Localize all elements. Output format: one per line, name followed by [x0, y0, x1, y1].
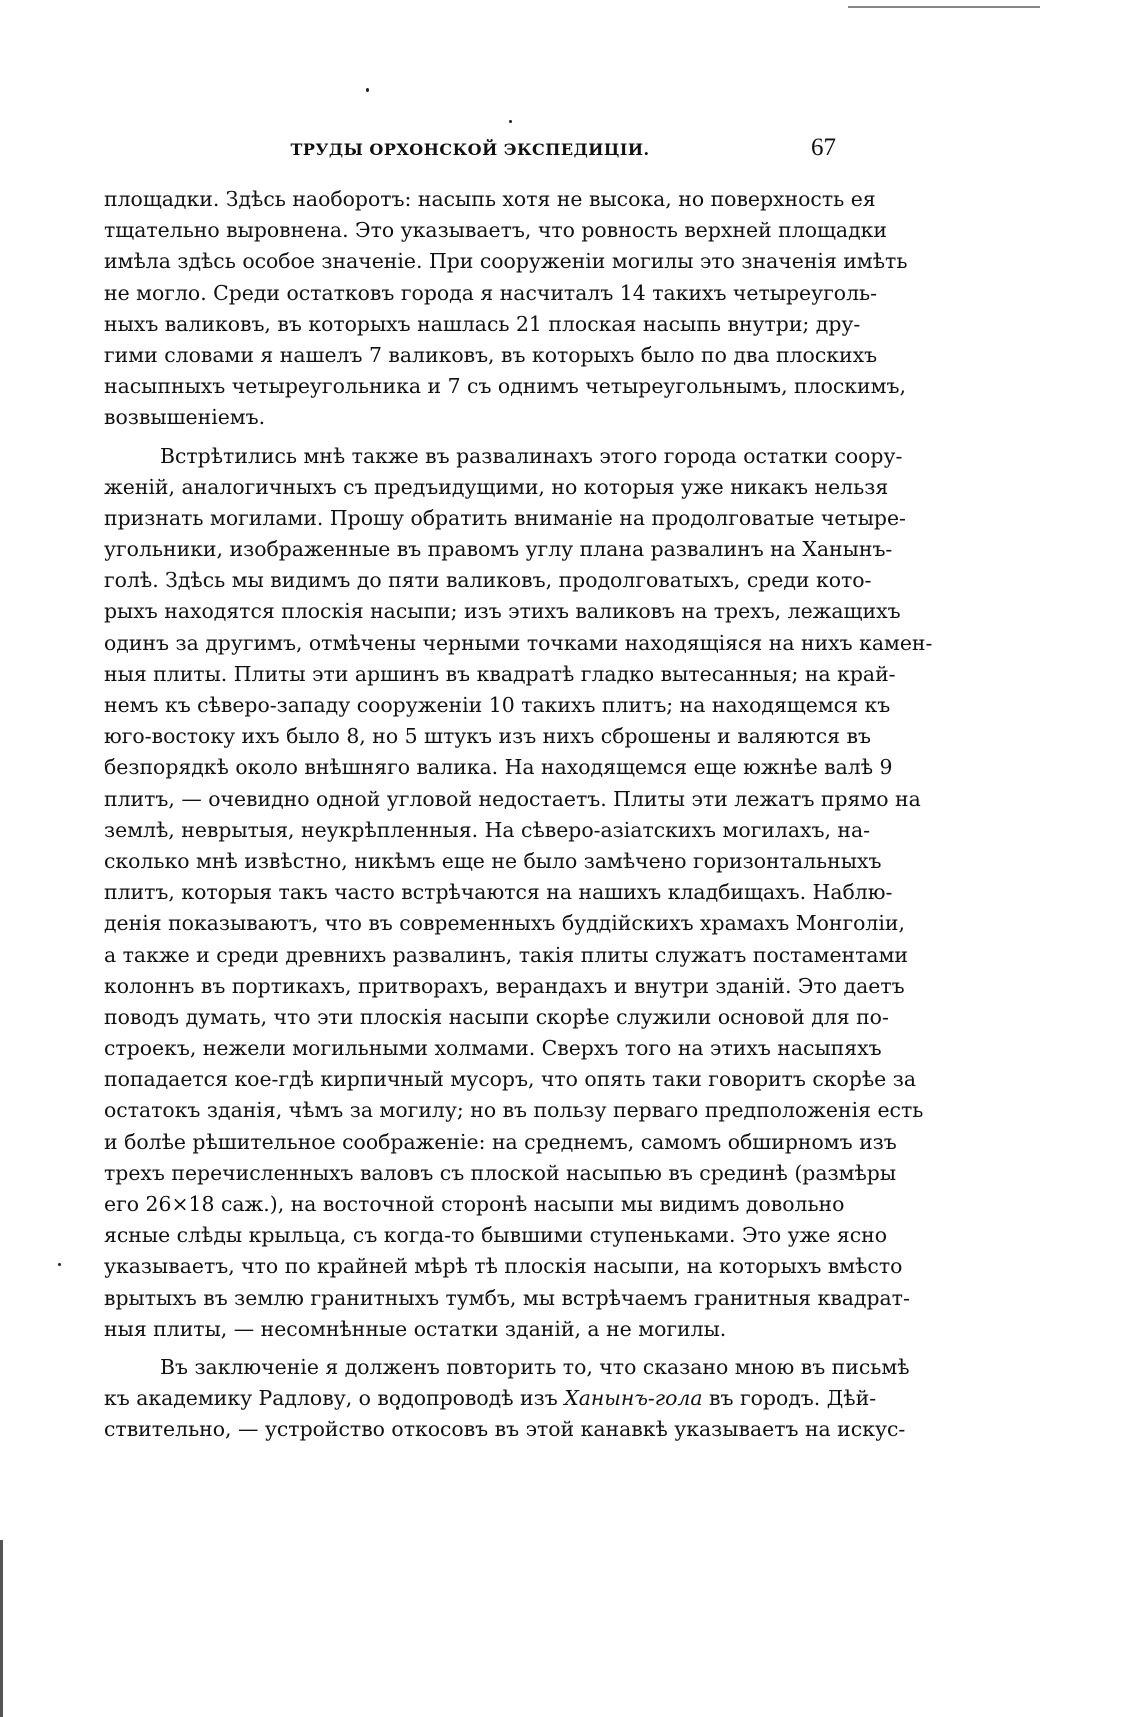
running-title: ТРУДЫ ОРХОНСКОЙ ЭКСПЕДИЦІИ. — [290, 140, 650, 159]
scan-edge-left — [0, 1540, 3, 1717]
text-line: указываетъ, что по крайней мѣрѣ тѣ плоскія насыпи, на которыхъ вмѣсто — [104, 1254, 903, 1279]
text-line: и болѣе рѣшительное соображеніе: на среднемъ, самомъ обширномъ изъ — [104, 1129, 897, 1154]
text-line: поводъ думать, что эти плоскія насыпи скорѣе служили основой для по- — [104, 1004, 889, 1029]
scan-edge-top — [848, 6, 1040, 8]
scan-speck — [366, 88, 369, 92]
text-line: ныхъ валиковъ, въ которыхъ нашлась 21 плоская насыпь внутри; дру- — [104, 311, 861, 336]
text-line: колоннъ въ портикахъ, притворахъ, верандахъ и внутри зданій. Это даетъ — [104, 973, 905, 998]
text-line: женій, аналогичныхъ съ предъидущими, но которыя уже никакъ нельзя — [104, 474, 889, 499]
text-line: попадается кое-гдѣ кирпичный мусоръ, что опять таки говоритъ скорѣе за — [104, 1067, 916, 1092]
text-line: сколько мнѣ извѣстно, никѣмъ еще не было замѣчено горизонтальныхъ — [104, 848, 882, 873]
page-number: 67 — [811, 134, 836, 161]
text-line — [104, 1383, 877, 1414]
text-line: ствительно, — устройство откосовъ въ этой канавкѣ указываетъ на искус- — [104, 1417, 906, 1442]
text-line: площадки. Здѣсь наоборотъ: насыпь хотя не высока, но поверхность ея — [104, 187, 876, 211]
text-line: Встрѣтились мнѣ также въ развалинахъ этого города остатки соору- — [160, 443, 903, 468]
text-line: строекъ, нежели могильными холмами. Сверхъ того на этихъ насыпяхъ — [104, 1036, 882, 1061]
scan-speck — [58, 1263, 61, 1266]
text-line: плитъ, которыя такъ часто встрѣчаются на нашихъ кладбищахъ. Наблю- — [104, 880, 893, 905]
text-line: угольники, изображенные въ правомъ углу плана развалинъ на Ханынъ- — [104, 537, 893, 562]
text-line: врытыхъ въ землю гранитныхъ тумбъ, мы встрѣчаемъ гранитныя квадрат- — [104, 1285, 910, 1310]
text-line: гими словами я нашелъ 7 валиковъ, въ которыхъ было по два плоскихъ — [104, 342, 878, 367]
body-text — [104, 184, 933, 1446]
text-line: денія показываютъ, что въ современныхъ буддійскихъ храмахъ Монголіи, — [104, 911, 905, 936]
text-segment: въ городъ. Дѣй- — [702, 1386, 877, 1411]
text-line: не могло. Среди остатковъ города я насчиталъ 14 такихъ четыреуголь- — [104, 280, 878, 305]
text-line: плитъ, — очевидно одной угловой недостаетъ. Плиты эти лежатъ прямо на — [104, 786, 921, 811]
text-segment: къ академику Радлову, о водопроводѣ изъ — [104, 1386, 565, 1411]
italic-place-name: Ханынъ-гола — [564, 1386, 703, 1411]
text-line: возвышеніемъ. — [104, 405, 266, 430]
text-line: признать могилами. Прошу обратить вниманіе на продолговатые четыре- — [104, 505, 906, 530]
text-line: Въ заключеніе я долженъ повторить то, что сказано мною въ письмѣ — [160, 1354, 910, 1379]
text-line: ясные слѣды крыльца, съ когда-то бывшими ступеньками. Это уже ясно — [104, 1223, 888, 1248]
text-line: трехъ перечисленныхъ валовъ съ плоской насыпью въ срединѣ (размѣры — [104, 1160, 897, 1185]
text-line: юго-востоку ихъ было 8, но 5 штукъ изъ нихъ сброшены и валяются въ — [104, 724, 871, 749]
text-line: ныя плиты, — несомнѣнные остатки зданій, а не могилы. — [104, 1316, 727, 1341]
paragraph — [104, 1352, 910, 1446]
text-line: ныя плиты. Плиты эти аршинъ въ квадратѣ гладко вытесанныя; на край- — [104, 661, 896, 686]
text-line: а также и среди древнихъ развалинъ, такія плиты служатъ постаментами — [104, 942, 909, 967]
text-line: рыхъ находятся плоскія насыпи; изъ этихъ валиковъ на трехъ, лежащихъ — [104, 599, 901, 624]
paragraph — [104, 184, 908, 434]
text-line: остатокъ зданія, чѣмъ за могилу; но въ пользу перваго предположенія есть — [104, 1098, 924, 1123]
text-line: безпорядкѣ около внѣшняго валика. На находящемся еще южнѣе валѣ 9 — [104, 755, 893, 780]
page-header — [104, 134, 836, 164]
text-line: его 26×18 саж.), на восточной сторонѣ насыпи мы видимъ довольно — [104, 1192, 845, 1216]
text-line: насыпныхъ четыреугольника и 7 съ однимъ четыреугольнымъ, плоскимъ, — [104, 374, 906, 399]
text-line: имѣла здѣсь особое значеніе. При сооруженіи могилы это значенія имѣть — [104, 249, 908, 274]
text-line: землѣ, неврытыя, неукрѣпленныя. На сѣверо-азіатскихъ могилахъ, на- — [104, 817, 871, 842]
text-line: голѣ. Здѣсь мы видимъ до пяти валиковъ, продолговатыхъ, среди кото- — [104, 568, 872, 593]
paragraph — [104, 441, 933, 1345]
text-line: тщательно выровнена. Это указываетъ, что ровность верхней площадки — [104, 218, 887, 243]
scan-speck — [509, 120, 512, 123]
text-line: одинъ за другимъ, отмѣчены черными точками находящіяся на нихъ камен- — [104, 630, 933, 655]
text-line: немъ къ сѣверо-западу сооруженіи 10 такихъ плитъ; на находящемся къ — [104, 693, 891, 717]
